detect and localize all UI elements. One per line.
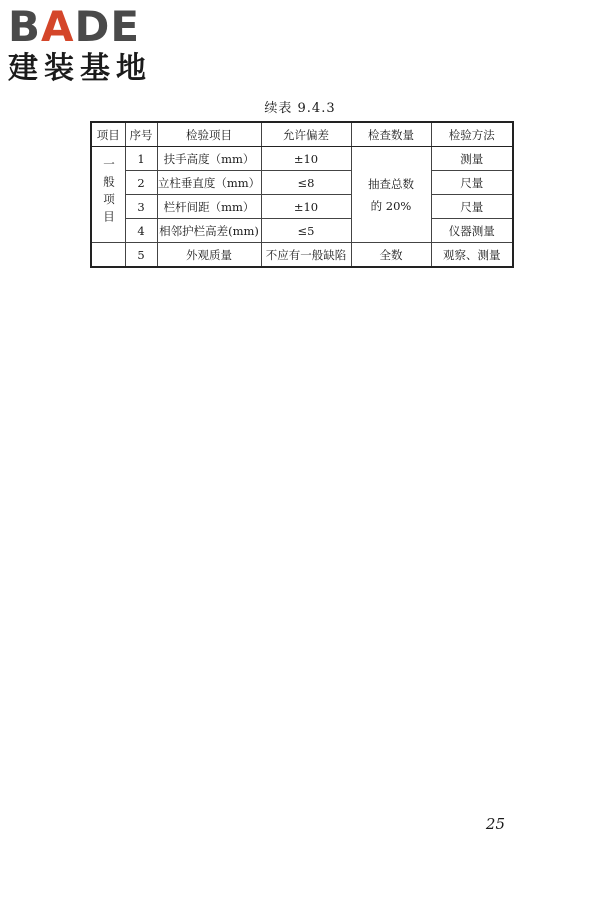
quantity-line-2: 的 20% bbox=[370, 198, 412, 213]
row-item: 相邻护栏高差(mm) bbox=[157, 219, 261, 243]
header-inspection-item: 检验项目 bbox=[157, 122, 261, 147]
group-label: 一般项目 bbox=[102, 158, 116, 228]
table-row bbox=[91, 219, 513, 243]
row-number: 3 bbox=[125, 195, 157, 219]
header-method: 检验方法 bbox=[431, 122, 513, 147]
table-row bbox=[91, 171, 513, 195]
quantity-merged-cell bbox=[351, 147, 431, 243]
logo-chinese-name: 建装基地 bbox=[8, 51, 152, 86]
row-method: 测量 bbox=[431, 147, 513, 171]
row-tolerance: ≤5 bbox=[261, 219, 351, 243]
row-method: 仪器测量 bbox=[431, 219, 513, 243]
row-item: 外观质量 bbox=[157, 243, 261, 268]
header-quantity: 检查数量 bbox=[351, 122, 431, 147]
header-tolerance: 允许偏差 bbox=[261, 122, 351, 147]
row-method: 观察、测量 bbox=[431, 243, 513, 268]
page-number: 25 bbox=[485, 815, 505, 833]
empty-category-cell bbox=[91, 243, 125, 268]
row-method: 尺量 bbox=[431, 171, 513, 195]
table-row bbox=[91, 147, 513, 171]
row-tolerance: ±10 bbox=[261, 195, 351, 219]
table-caption: 续表 9.4.3 bbox=[264, 101, 336, 116]
row-number: 1 bbox=[125, 147, 157, 171]
row-tolerance: ≤8 bbox=[261, 171, 351, 195]
row-tolerance: 不应有一般缺陷 bbox=[261, 243, 351, 268]
group-label-cell bbox=[91, 147, 125, 243]
quantity-line-1: 抽查总数 bbox=[368, 176, 414, 191]
row-number: 4 bbox=[125, 219, 157, 243]
row-tolerance: ±10 bbox=[261, 147, 351, 171]
header-category: 项目 bbox=[91, 122, 125, 147]
row-number: 2 bbox=[125, 171, 157, 195]
row-number: 5 bbox=[125, 243, 157, 268]
table-header-row bbox=[91, 122, 513, 147]
header-number: 序号 bbox=[125, 122, 157, 147]
inspection-table bbox=[90, 121, 514, 268]
table-row bbox=[91, 195, 513, 219]
row-item: 立柱垂直度（mm） bbox=[157, 171, 261, 195]
row-item: 扶手高度（mm） bbox=[157, 147, 261, 171]
logo-wordmark: BADE bbox=[8, 2, 141, 51]
row-quantity: 全数 bbox=[351, 243, 431, 268]
row-method: 尺量 bbox=[431, 195, 513, 219]
row-item: 栏杆间距（mm） bbox=[157, 195, 261, 219]
table-row bbox=[91, 243, 513, 268]
bade-logo bbox=[8, 4, 178, 88]
